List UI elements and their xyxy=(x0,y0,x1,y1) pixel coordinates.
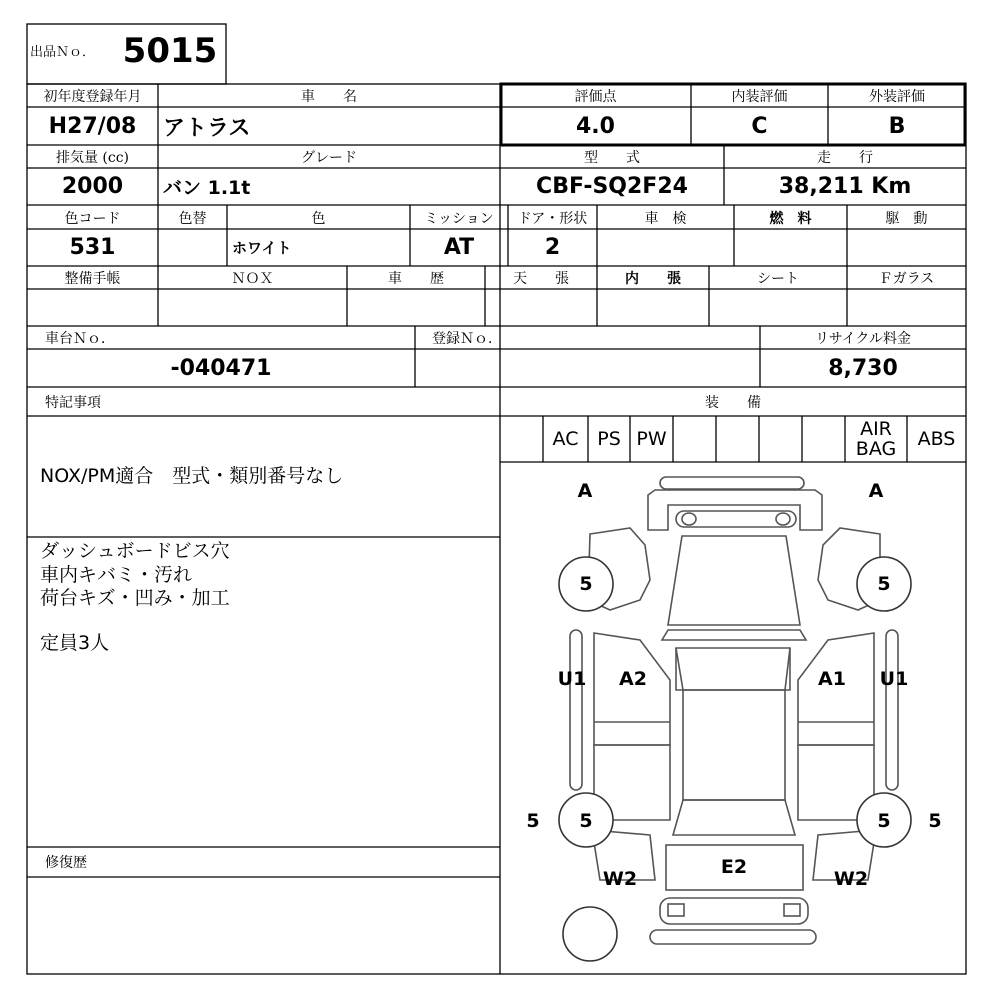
listing-no-label: 出品Ｎｏ． xyxy=(30,44,96,60)
equipment-ps: PS xyxy=(597,428,621,450)
mark-side-left: U1 xyxy=(557,668,587,690)
special-notes-label: 特記事項 xyxy=(45,395,101,411)
interior-lining-label: 内 張 xyxy=(625,271,681,287)
nox-label: ＮＯＸ xyxy=(231,271,274,287)
maintenance-label: 整備手帳 xyxy=(64,271,121,287)
transmission-label: ミッション xyxy=(424,210,494,227)
color-code-label: 色コード xyxy=(64,210,121,227)
equipment-airbag: AIR BAG xyxy=(855,418,897,460)
equipment-pw: PW xyxy=(636,428,667,450)
recycle-fee-value: 8,730 xyxy=(828,355,898,381)
f-glass-label: Ｆガラス xyxy=(878,271,935,287)
recycle-fee-label: リサイクル料金 xyxy=(814,331,912,347)
mark-door-right: A1 xyxy=(818,668,846,690)
mark-wheel-fr: 5 xyxy=(877,573,891,595)
listing-no: 5015 xyxy=(122,31,218,71)
note-line-4: 荷台キズ・凹み・加工 xyxy=(40,586,230,608)
displacement-label: 排気量 (cc) xyxy=(55,150,130,166)
seat-label: シート xyxy=(757,271,799,287)
door-shape-value: 2 xyxy=(544,235,561,260)
mark-front-left: A xyxy=(577,480,593,502)
mark-wheel-rr: 5 xyxy=(877,810,891,832)
history-label: 車 歴 xyxy=(388,271,444,287)
mark-wheel-rl: 5 xyxy=(579,810,593,832)
equipment-ac: AC xyxy=(552,428,579,450)
mark-rear-left: W2 xyxy=(602,868,638,890)
grade-value: バン 1.1t xyxy=(163,177,251,199)
chassis-no-value: -040471 xyxy=(170,355,272,381)
door-shape-label: ドア・形状 xyxy=(517,210,588,227)
note-line-5: 定員3人 xyxy=(40,631,110,653)
exterior-score-value: B xyxy=(888,113,906,139)
exterior-score-label: 外装評価 xyxy=(869,89,925,105)
inspection-label: 車 検 xyxy=(644,210,687,227)
color-change-value xyxy=(158,229,227,266)
reg-no-value xyxy=(415,349,760,387)
first-reg-label: 初年度登録年月 xyxy=(43,89,142,105)
mileage-value: 38,211 Km xyxy=(778,174,912,199)
mark-rear-right: W2 xyxy=(833,868,869,890)
transmission-value: AT xyxy=(443,235,475,260)
mark-side-right: U1 xyxy=(879,668,909,690)
reg-no-label: 登録Ｎｏ． xyxy=(432,331,502,347)
equipment-abs: ABS xyxy=(917,428,956,450)
first-reg-value: H27/08 xyxy=(48,113,137,139)
note-line-2: ダッシュボードビス穴 xyxy=(40,539,230,561)
mark-rear-outer-right: 5 xyxy=(928,810,942,832)
drive-label: 駆 動 xyxy=(885,210,928,227)
mark-rear-center: E2 xyxy=(720,856,748,878)
mark-wheel-fl: 5 xyxy=(579,573,593,595)
score-value: 4.0 xyxy=(576,113,615,139)
model-label: 型 式 xyxy=(584,150,640,166)
color-label: 色 xyxy=(311,210,326,227)
interior-score-value: C xyxy=(751,113,768,139)
color-value: ホワイト xyxy=(232,239,292,257)
score-label: 評価点 xyxy=(574,89,617,105)
repair-history-label: 修復歴 xyxy=(45,855,87,871)
car-name-value: アトラス xyxy=(163,115,251,141)
note-line-1: NOX/PM適合 型式・類別番号なし xyxy=(40,464,344,487)
color-code-value: 531 xyxy=(69,235,116,260)
fuel-label: 燃 料 xyxy=(769,210,812,227)
mileage-label: 走 行 xyxy=(817,150,873,166)
model-value: CBF-SQ2F24 xyxy=(536,174,688,199)
grade-label: グレード xyxy=(301,150,357,166)
chassis-no-label: 車台Ｎｏ． xyxy=(45,331,115,347)
mark-rear-outer-left: 5 xyxy=(526,810,540,832)
equipment-label: 装 備 xyxy=(705,395,761,411)
mark-front-right: A xyxy=(868,480,884,502)
interior-score-label: 内装評価 xyxy=(731,89,788,105)
displacement-value: 2000 xyxy=(61,174,124,199)
ceiling-label: 天 張 xyxy=(513,271,569,287)
note-line-3: 車内キバミ・汚れ xyxy=(40,563,193,585)
mark-door-left: A2 xyxy=(619,668,647,690)
color-change-label: 色替 xyxy=(178,210,207,227)
car-name-label: 車 名 xyxy=(301,89,357,105)
